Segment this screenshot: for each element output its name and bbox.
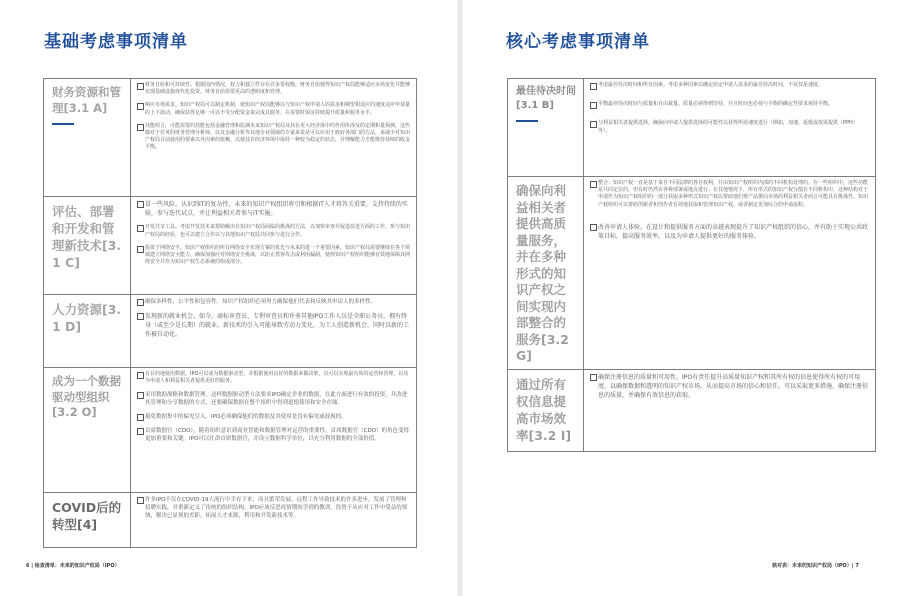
accent-bar [516,120,538,122]
row-label: 成为一个数据驱动型组织[3.2 O] [52,374,121,419]
table-row [44,197,417,295]
row-label-cell [44,295,131,368]
checklist-item: 发现新的就业机会。如今，商标审查员、专利审查员和许多其他IPO工作人员是全职公务员，拥有终身（或至少是长期）的就业。新技术的引入可能导致劳动力变化，为工人创造新机会，同时以新的工作被自动化。 [137,312,410,340]
checkbox-icon[interactable] [137,246,144,253]
checkbox-icon[interactable] [590,374,597,381]
checklist-item: 确保注册信息的质量和可用性。IPO有责任提升高质量知识产权和其所有权的信息使得所有权的可用度，以确保数据和透明的知识产权市场，从而提高市场的信心和信任。可以采取更多措施，确保注册信息的质量，并确保有效信息的获取。 [590,373,869,401]
row-label: 评估、部署和开发和管理新技术[3.1 C] [52,204,122,270]
row-label: 最佳待决时间[3.1 B] [516,86,576,111]
row-content-cell [584,369,876,451]
checklist-item: 考虑最佳待决时间和所有因素。考虑多种因素以确定给定申请人需求的最佳待决时间，不仅仅是速度。 [590,82,869,89]
checklist-item: 整合：知识产权一直是基于来自不同法律的各自权利，并由知识产权组织内部的不同机构处理的。在一些组织中，这些功能是共同定位的，但有时仍然在各种部署或地点进行。在其他情况下，所有形式的知识产权分散在不同机构中，这种结构对于申请作为知识产权组织的一部分获取多种形式知识产权以帮助他们将产品推向市场的利益相关者而言可能具有挑战性。知识产权组织可以帮助创新者和创作者有效地获取和管理知识产权，或者制定更加综合的申请流程。 [590,180,869,209]
right-page-footer: 核对表：未来的知识产权局（IPO）| 7 [772,563,859,569]
left-page-title: 基础考虑事项清单 [44,32,188,52]
checkbox-icon[interactable] [590,224,597,231]
row-content-cell [131,493,417,548]
checkbox-icon[interactable] [590,83,597,90]
checklist-item: 响应市场需求。知识产权局可以制定机制，使知识产权局能够以与知识产权申请人的需求和期望相适应的速度适应申请量的上下波动，确保获得足够一可以不受分配资金来完成其服务，在需要时保证持续提升质量和服务水平。 [137,102,410,116]
checklist-item: 财务自给和可持续性。根据国内情况，权力和独立性存在许多要权衡。财务自给使得知识产权局能够适应市场变化并能够实现基础设施现代化投资。财务自给需要更高的透明度和管理。 [137,82,410,96]
checklist-item: 有目的地使用数据。IPO可以成为数据驱动型，并根据使用良好的数据来做决策，以可以实现最有效的运营和管理，以及为申请人和利益相关者提供更好的服务。 [137,371,410,385]
checklist-item: 冒一些风险。认识到IT的复杂性，未来的知识产权组织将引和根据IT人才将答关重要，支持持续的实验，参与迭代试点，并让利益相关者参与IT实施。 [137,200,410,218]
row-label-cell [508,369,584,451]
checkbox-icon[interactable] [137,124,144,131]
row-label-cell [44,368,131,493]
table-row [508,79,876,177]
checkbox-icon[interactable] [137,497,144,504]
checklist-item: 开发共享工具。考虑开发技术来帮助解决在知识产权局面临的挑战的方法，以加快审查并促进改进方面的工作，参与知识产权局的经验，也可以建立合作以与其他知识产权局共同参与进行合作。 [137,224,410,238]
checklist-item: 技能组合。可能需要的技能包括金融管理和监测未来知识产权局及其在更大经济体中的作用所涉及的定期和量预测。这些都对于任务的财务管理分析师，以及金融分析等其他专业领域的专家来说是可以应用于政府各部门的方法，来减少对知识产权局目前使用的要素以外因素的依赖，以使其在经济环境中保持一种较为稳定的状态，并理解能力才能维持持续的收支平衡。 [137,123,410,152]
row-label-cell [44,493,131,548]
table-row [44,79,417,197]
checkbox-icon[interactable] [137,83,144,90]
right-page-title: 核心考虑事项清单 [506,32,650,52]
row-content-cell [584,79,876,177]
checklist-item: 投资于网络安全。知识产权组织的所有网络安全实现方案的优先与未来的进一个重要因素。知识产权局需要继续在各个领域建立网络安全能力，确保加强应对网络安全挑战，以防止黑客攻击或利用漏洞，使得知识产权组织能够有效地保障其网络安全并作为知识产权生态系统的组成部分。 [137,245,410,267]
row-content-cell [584,177,876,370]
row-label: 确保向利益相关者提供高质量服务，并在多种形式的知识产权之间实现内部整合的服务[3.2 G] [516,183,569,363]
left-page-footer: 6 | 检查清单：未来的知识产权局（IPO） [26,563,120,569]
table-row [44,368,417,493]
row-label-cell [44,79,131,197]
checklist-item: 采用数据战略和数据管理。这样数据驱动型方法要求IPO确定企业的数据，在此方面进行有效的投资，并改进其管理和分享数据的方式，还要确保数据在整个组织中得到道德使用和安全存储。 [137,391,410,407]
checklist-item: 许多IPO不仅在COVID-19大流行中幸存下来，而且繁荣发展。远程工作导致技术的许多进步，发展了管理和招聘实践，并重新定义了传统的组织结构。IPO应该反思疫情期间学到的教训，投资于从应对工作中受益的领域，解决已显现的差距，拓展人才来源，利用和开发新技术等。 [137,496,410,520]
table-row [508,177,876,370]
checkbox-icon[interactable] [137,372,144,379]
foundational-checklist-table [43,78,417,548]
table-row [508,369,876,451]
table-row [44,493,417,548]
checkbox-icon[interactable] [590,102,597,109]
checkbox-icon[interactable] [590,121,597,128]
row-label: 人力资源[3.1 D] [52,302,122,334]
row-label-cell [44,197,131,295]
checkbox-icon[interactable] [137,414,144,421]
checklist-item: 改善申请人体验。在设计和提供服务方面的卓越表现提升了知识产权组织的信心，并有助于实现公共政策目标，提高服务效率，以及为申请人提供更好的服务体验。 [590,223,869,241]
checkbox-icon[interactable] [590,181,597,188]
row-content-cell [131,197,417,295]
checkbox-icon[interactable] [137,201,144,208]
checkbox-icon[interactable] [137,392,144,399]
accent-bar [52,123,74,125]
core-checklist-table [507,78,876,452]
row-label: 通过所有权信息提高市场效率[3.2 I] [516,376,572,443]
row-label-cell [508,177,584,370]
row-label: COVID后的转型[4] [52,500,122,532]
row-label-cell [508,79,584,177]
row-content-cell [131,368,417,493]
checklist-item: 避免数据集中的偏见引入。IPO必须确保他们的数据及其使用是没有偏见或歧视的。 [137,413,410,421]
checkbox-icon[interactable] [137,313,144,320]
checkbox-icon[interactable] [137,428,144,435]
checkbox-icon[interactable] [137,225,144,232]
checkbox-icon[interactable] [137,103,144,110]
checklist-item: 确保多样性、公平性和包容性。知识产权组织必须努力确保他们代表和反映其申请人的多样性。 [137,298,410,306]
checkbox-icon[interactable] [137,299,144,306]
page-gutter [457,0,463,596]
checklist-item: 首席数据官（CDO）。随着组织意识到商业智能和数据管理对运营的重要性，首席数据官（CDO）的角色变得更加重要和关键。IPO可以任命首席数据官，并设立数据科学单位，以充分利用数据的全部价值。 [137,427,410,443]
row-content-cell [131,295,417,368]
table-row [44,295,417,368]
checklist-item: 与利益相关者提供选择。确保向申请人提供选择的可能性以获得所需速度进行（例如，加速、延缓或按需提供（PPH）等）。 [590,120,869,134]
row-content-cell [131,79,417,197]
row-label: 财务资源和管理[3.1 A] [52,85,121,115]
checklist-item: 平衡最佳待决时间与质量和自由裁量。质量必须得到坚持，并且时间也必须与平衡的确定性要求保持平衡。 [590,101,869,108]
